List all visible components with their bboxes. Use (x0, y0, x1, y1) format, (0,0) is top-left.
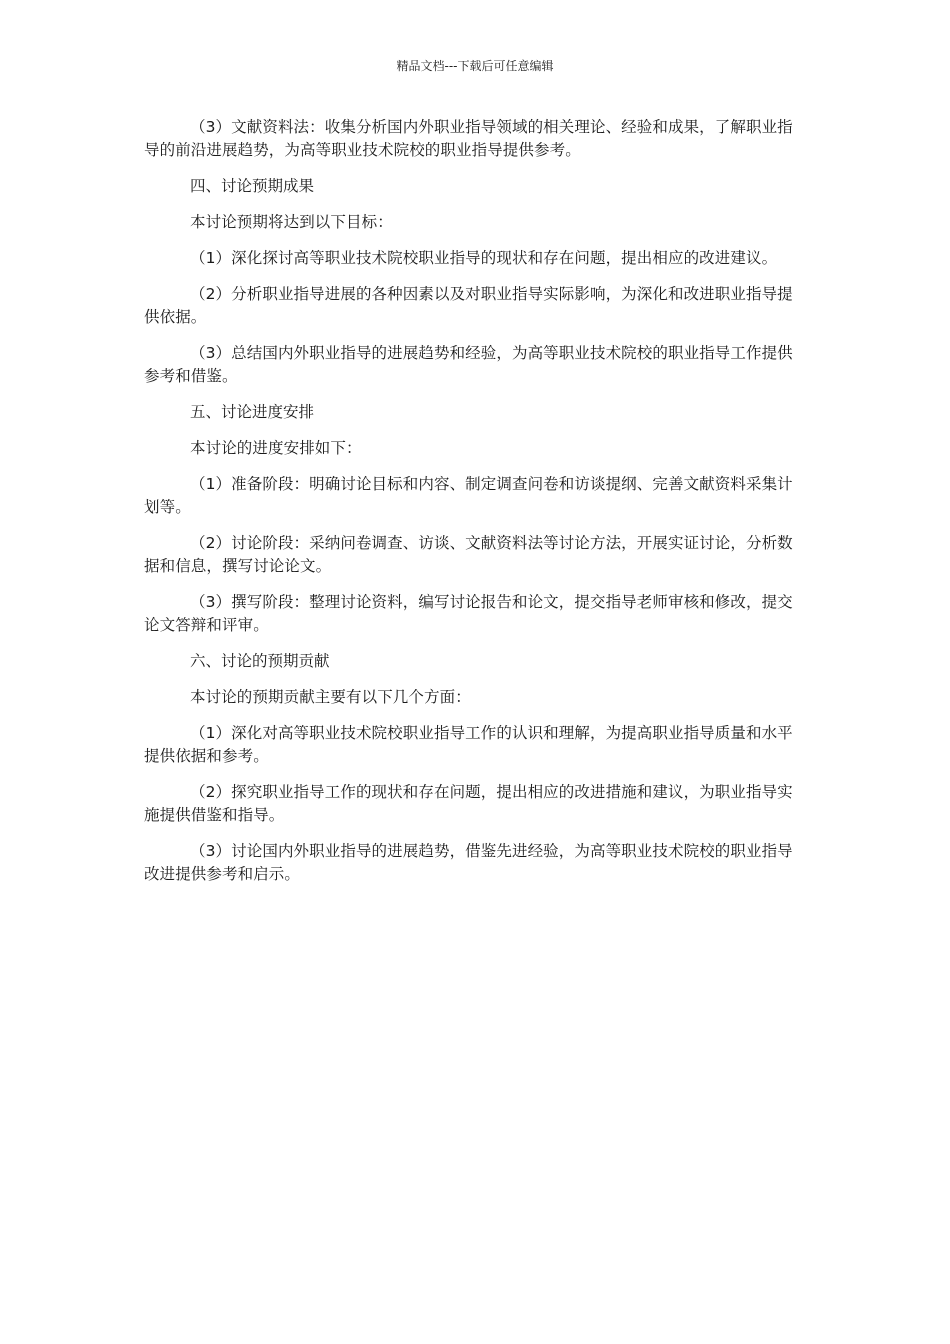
paragraph-literature-method: （3）文献资料法：收集分析国内外职业指导领域的相关理论、经验和成果，了解职业指导的前沿进展趋势，为高等职业技术院校的职业指导提供参考。 (144, 118, 793, 159)
page-header: 精品文档---下载后可任意编辑 (396, 59, 554, 73)
section-heading-contributions: 六、讨论的预期贡献 (190, 652, 330, 670)
paragraph-schedule-intro: 本讨论的进度安排如下： (190, 439, 362, 457)
paragraph-goal-3: （3）总结国内外职业指导的进展趋势和经验，为高等职业技术院校的职业指导工作提供参考和借鉴。 (144, 344, 793, 385)
section-heading-expected-results: 四、讨论预期成果 (190, 177, 315, 195)
document-body (144, 116, 808, 899)
paragraph-contributions-intro: 本讨论的预期贡献主要有以下几个方面： (190, 688, 471, 706)
paragraph-goal-1: （1）深化探讨高等职业技术院校职业指导的现状和存在问题，提出相应的改进建议。 (190, 249, 778, 267)
paragraph-contribution-3: （3）讨论国内外职业指导的进展趋势，借鉴先进经验，为高等职业技术院校的职业指导改进提供参考和启示。 (144, 842, 793, 883)
paragraph-goals-intro: 本讨论预期将达到以下目标： (190, 213, 393, 231)
paragraph-schedule-2: （2）讨论阶段：采纳问卷调查、访谈、文献资料法等讨论方法，开展实证讨论，分析数据和信息，撰写讨论论文。 (144, 534, 793, 575)
paragraph-contribution-1: （1）深化对高等职业技术院校职业指导工作的认识和理解，为提高职业指导质量和水平提供依据和参考。 (144, 724, 793, 765)
paragraph-goal-2: （2）分析职业指导进展的各种因素以及对职业指导实际影响，为深化和改进职业指导提供依据。 (144, 285, 793, 326)
section-heading-schedule: 五、讨论进度安排 (190, 403, 315, 421)
paragraph-schedule-3: （3）撰写阶段：整理讨论资料，编写讨论报告和论文，提交指导老师审核和修改，提交论文答辩和评审。 (144, 593, 793, 634)
paragraph-contribution-2: （2）探究职业指导工作的现状和存在问题，提出相应的改进措施和建议，为职业指导实施提供借鉴和指导。 (144, 783, 793, 824)
paragraph-schedule-1: （1）准备阶段：明确讨论目标和内容、制定调查问卷和访谈提纲、完善文献资料采集计划等。 (144, 475, 793, 516)
